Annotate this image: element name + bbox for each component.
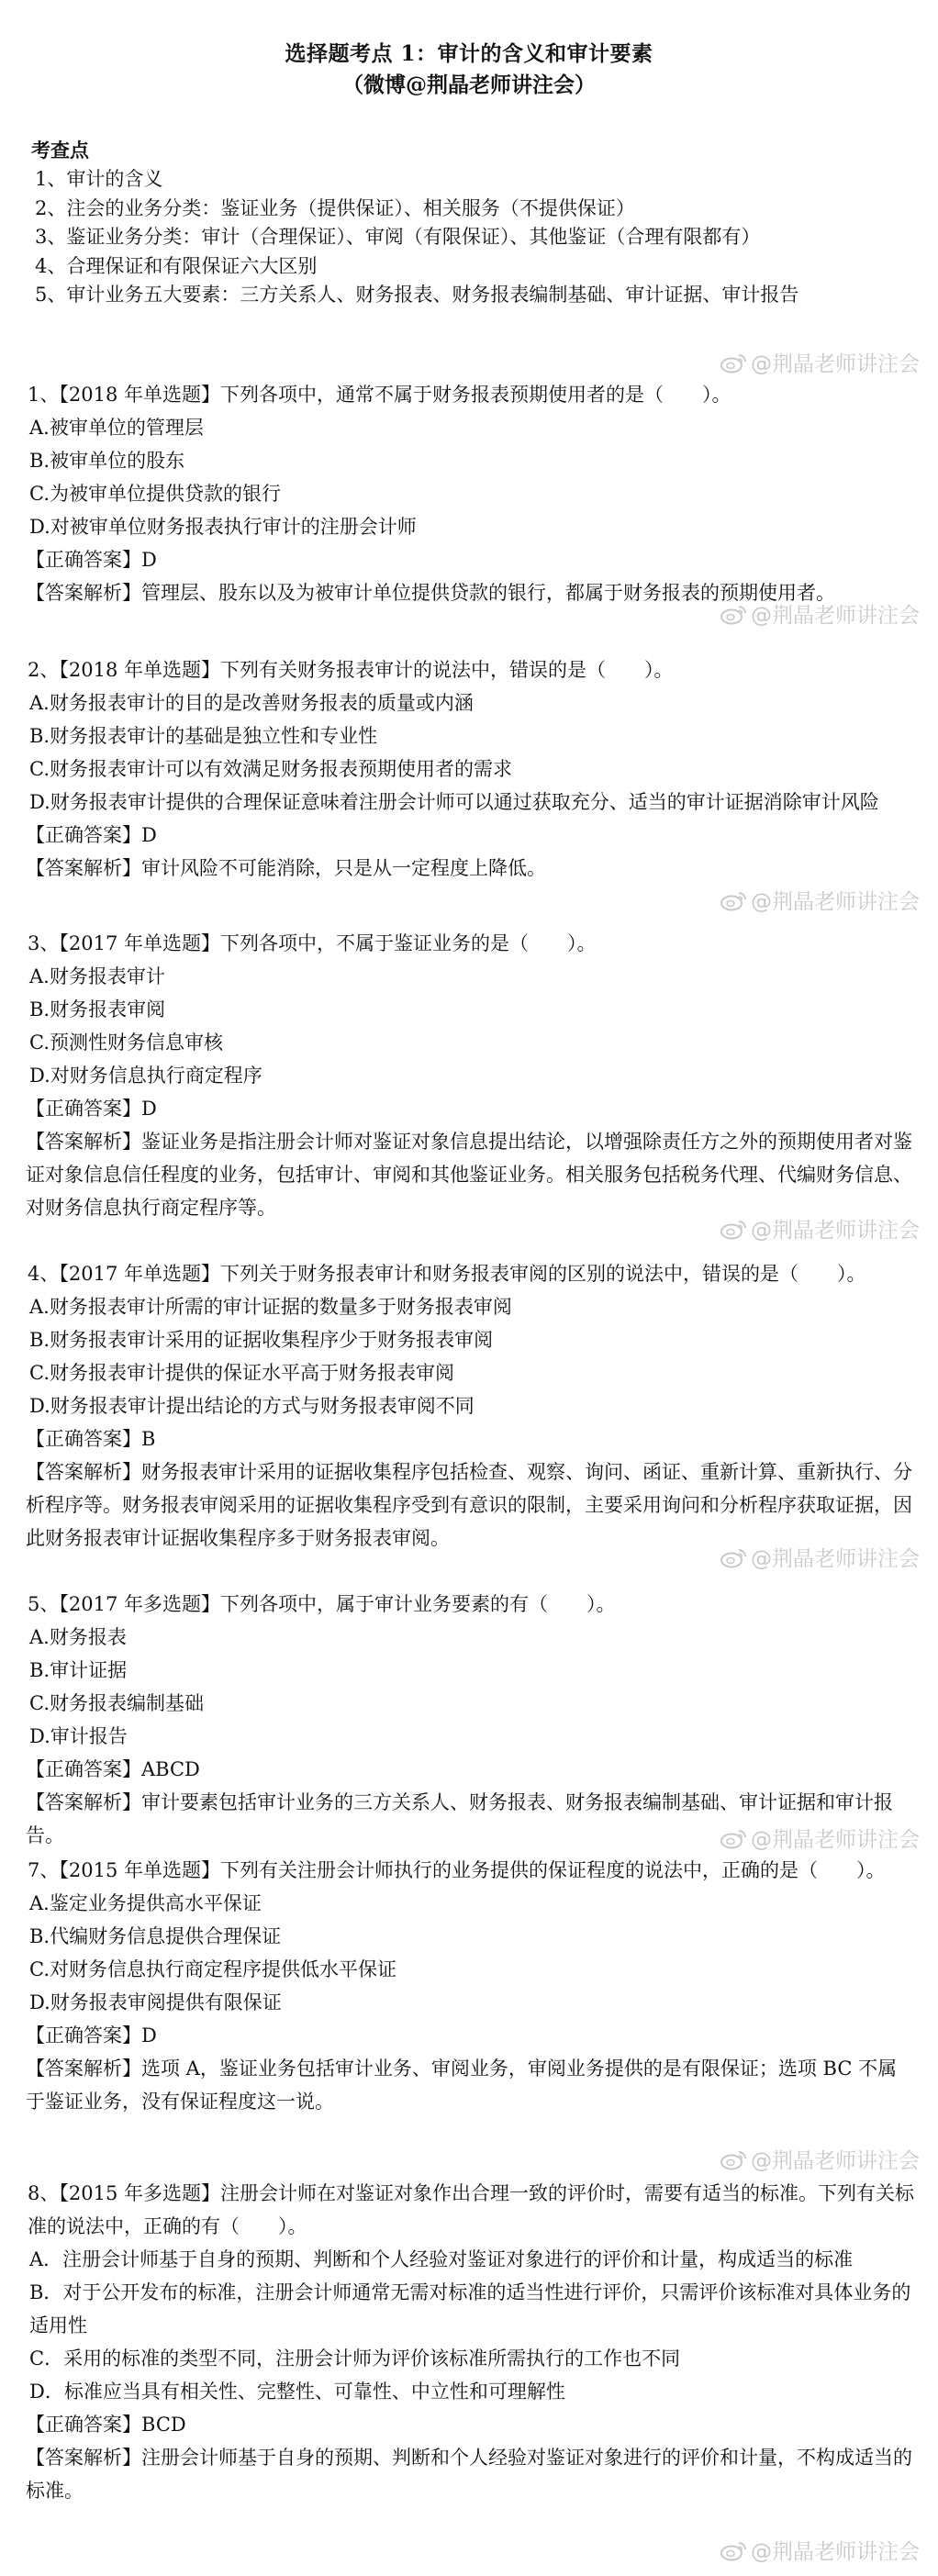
option-c: C.财务报表编制基础 bbox=[29, 1692, 204, 1714]
option-a: A.财务报表审计所需的审计证据的数量多于财务报表审阅 bbox=[29, 1296, 512, 1318]
option-d: D.财务报表审计提出结论的方式与财务报表审阅不同 bbox=[29, 1395, 475, 1417]
watermark-text: @荆晶老师讲注会 bbox=[751, 1219, 920, 1243]
option-c: C.财务报表审计提供的保证水平高于财务报表审阅 bbox=[29, 1362, 454, 1384]
question-2 bbox=[24, 653, 916, 885]
correct-answer: 【正确答案】BCD bbox=[26, 2414, 186, 2436]
answer-explanation: 【答案解析】财务报表审计采用的证据收集程序包括检查、观察、询问、函证、重新计算、重新执行、分析程序等。财务报表审阅采用的证据收集程序受到有意识的限制，主要采用询问和分析程序获取证据，因此财务报表审计证据收集程序多于财务报表审阅。 bbox=[26, 1461, 912, 1549]
correct-answer: 【正确答案】D bbox=[26, 549, 157, 571]
option-b: B.被审单位的股东 bbox=[29, 450, 185, 472]
option-b: B.代编财务信息提供合理保证 bbox=[29, 1925, 282, 1947]
correct-answer: 【正确答案】D bbox=[26, 824, 157, 846]
weibo-logo-icon bbox=[720, 889, 747, 911]
key-points-heading: 考查点 bbox=[31, 139, 89, 162]
option-a: A.财务报表审计的目的是改善财务报表的质量或内涵 bbox=[29, 692, 474, 714]
option-d: D.对财务信息执行商定程序 bbox=[29, 1065, 262, 1087]
weibo-watermark bbox=[720, 1823, 920, 1853]
document-header bbox=[0, 39, 938, 101]
question-4 bbox=[24, 1257, 916, 1555]
answer-explanation: 【答案解析】注册会计师基于自身的预期、判断和个人经验对鉴证对象进行的评价和计量，不构成适当的标准。 bbox=[26, 2447, 912, 2502]
watermark-text: @荆晶老师讲注会 bbox=[751, 1828, 920, 1852]
weibo-watermark bbox=[720, 1213, 920, 1243]
option-c: C.为被审单位提供贷款的银行 bbox=[29, 483, 281, 505]
page-title: 选择题考点 1：审计的含义和审计要素 bbox=[285, 41, 653, 66]
weibo-logo-icon bbox=[720, 1827, 747, 1849]
correct-answer: 【正确答案】B bbox=[26, 1428, 156, 1450]
question-stem: 5、【2017 年多选题】下列各项中，属于审计业务要素的有（ ）。 bbox=[28, 1593, 616, 1615]
watermark-text: @荆晶老师讲注会 bbox=[751, 604, 920, 628]
question-5 bbox=[24, 1588, 916, 1852]
question-7 bbox=[24, 1854, 916, 2118]
question-8 bbox=[24, 2177, 916, 2507]
page-subtitle: （微博@荆晶老师讲注会） bbox=[342, 72, 596, 97]
correct-answer: 【正确答案】ABCD bbox=[26, 1758, 200, 1780]
option-c: C.预测性财务信息审核 bbox=[29, 1032, 223, 1054]
weibo-watermark bbox=[720, 347, 920, 377]
weibo-logo-icon bbox=[720, 1546, 747, 1568]
weibo-logo-icon bbox=[720, 603, 747, 625]
weibo-watermark bbox=[720, 2144, 920, 2174]
watermark-text: @荆晶老师讲注会 bbox=[751, 890, 920, 914]
weibo-logo-icon bbox=[720, 351, 747, 374]
weibo-watermark bbox=[720, 885, 920, 915]
question-stem: 1、【2018 年单选题】下列各项中，通常不属于财务报表预期使用者的是（ ）。 bbox=[28, 384, 731, 406]
option-d: D.财务报表审阅提供有限保证 bbox=[29, 1991, 282, 2013]
weibo-logo-icon bbox=[720, 2539, 747, 2561]
option-b: B.财务报表审计的基础是独立性和专业性 bbox=[29, 725, 378, 747]
question-stem: 8、【2015 年多选题】注册会计师在对鉴证对象作出合理一致的评价时，需要有适当的标准。下列有关标准的说法中，正确的有（ ）。 bbox=[28, 2182, 914, 2237]
key-point-item: 4、合理保证和有限保证六大区别 bbox=[35, 254, 318, 277]
watermark-text: @荆晶老师讲注会 bbox=[751, 2149, 920, 2173]
answer-explanation: 【答案解析】鉴证业务是指注册会计师对鉴证对象信息提出结论，以增强除责任方之外的预期使用者对鉴证对象信息信任程度的业务，包括审计、审阅和其他鉴证业务。相关服务包括税务代理、代编财务信息、对财务信息执行商定程序等。 bbox=[26, 1131, 912, 1219]
option-d: D.对被审单位财务报表执行审计的注册会计师 bbox=[29, 516, 417, 538]
option-c: C．采用的标准的类型不同，注册会计师为评价该标准所需执行的工作也不同 bbox=[29, 2347, 681, 2370]
option-a: A.鉴定业务提供高水平保证 bbox=[29, 1892, 262, 1914]
key-point-item: 3、鉴证业务分类：审计（合理保证）、审阅（有限保证）、其他鉴证（合理有限都有） bbox=[35, 226, 761, 248]
option-a: A．注册会计师基于自身的预期、判断和个人经验对鉴证对象进行的评价和计量，构成适当的标准 bbox=[29, 2248, 854, 2270]
option-b: B.审计证据 bbox=[29, 1659, 128, 1681]
question-stem: 2、【2018 年单选题】下列有关财务报表审计的说法中，错误的是（ ）。 bbox=[28, 659, 674, 681]
watermark-text: @荆晶老师讲注会 bbox=[751, 352, 920, 376]
watermark-text: @荆晶老师讲注会 bbox=[751, 1547, 920, 1571]
question-3 bbox=[24, 927, 916, 1224]
answer-explanation: 【答案解析】审计风险不可能消除，只是从一定程度上降低。 bbox=[26, 857, 546, 879]
option-a: A.财务报表 bbox=[29, 1626, 127, 1648]
key-point-item: 5、审计业务五大要素：三方关系人、财务报表、财务报表编制基础、审计证据、审计报告 bbox=[35, 284, 799, 306]
question-stem: 4、【2017 年单选题】下列关于财务报表审计和财务报表审阅的区别的说法中，错误的是（ ）。 bbox=[28, 1263, 866, 1285]
option-a: A.被审单位的管理层 bbox=[29, 417, 204, 439]
option-d: D.财务报表审计提供的合理保证意味着注册会计师可以通过获取充分、适当的审计证据消除审计风险 bbox=[29, 791, 879, 813]
option-d: D．标准应当具有相关性、完整性、可靠性、中立性和可理解性 bbox=[29, 2381, 565, 2403]
option-a: A.财务报表审计 bbox=[29, 965, 165, 987]
answer-explanation: 【答案解析】管理层、股东以及为被审计单位提供贷款的银行，都属于财务报表的预期使用者。 bbox=[26, 582, 835, 604]
correct-answer: 【正确答案】D bbox=[26, 1098, 157, 1120]
question-stem: 3、【2017 年单选题】下列各项中，不属于鉴证业务的是（ ）。 bbox=[28, 932, 597, 954]
answer-explanation: 【答案解析】审计要素包括审计业务的三方关系人、财务报表、财务报表编制基础、审计证据和审计报告。 bbox=[26, 1791, 893, 1846]
weibo-watermark bbox=[720, 1542, 920, 1572]
weibo-logo-icon bbox=[720, 2148, 747, 2170]
watermark-text: @荆晶老师讲注会 bbox=[751, 2540, 920, 2564]
answer-explanation: 【答案解析】选项 A，鉴证业务包括审计业务、审阅业务，审阅业务提供的是有限保证；选项 BC 不属于鉴证业务，没有保证程度这一说。 bbox=[26, 2057, 898, 2113]
option-d: D.审计报告 bbox=[29, 1725, 128, 1747]
key-point-item: 1、审计的含义 bbox=[35, 168, 163, 190]
option-c: C.财务报表审计可以有效满足财务报表预期使用者的需求 bbox=[29, 758, 512, 780]
option-b: B.财务报表审阅 bbox=[29, 998, 166, 1020]
option-b: B.财务报表审计采用的证据收集程序少于财务报表审阅 bbox=[29, 1329, 494, 1351]
question-1 bbox=[24, 378, 916, 609]
question-stem: 7、【2015 年单选题】下列有关注册会计师执行的业务提供的保证程度的说法中，正确的是（ ）。 bbox=[28, 1859, 886, 1881]
correct-answer: 【正确答案】D bbox=[26, 2024, 157, 2046]
option-b: B．对于公开发布的标准，注册会计师通常无需对标准的适当性进行评价，只需评价该标准对具体业务的适用性 bbox=[29, 2281, 911, 2336]
weibo-watermark bbox=[720, 2535, 920, 2565]
key-point-item: 2、注会的业务分类：鉴证业务（提供保证）、相关服务（不提供保证） bbox=[35, 196, 635, 219]
option-c: C.对财务信息执行商定程序提供低水平保证 bbox=[29, 1958, 396, 1980]
weibo-watermark bbox=[720, 598, 920, 629]
weibo-logo-icon bbox=[720, 1218, 747, 1240]
key-points-section bbox=[28, 136, 909, 310]
